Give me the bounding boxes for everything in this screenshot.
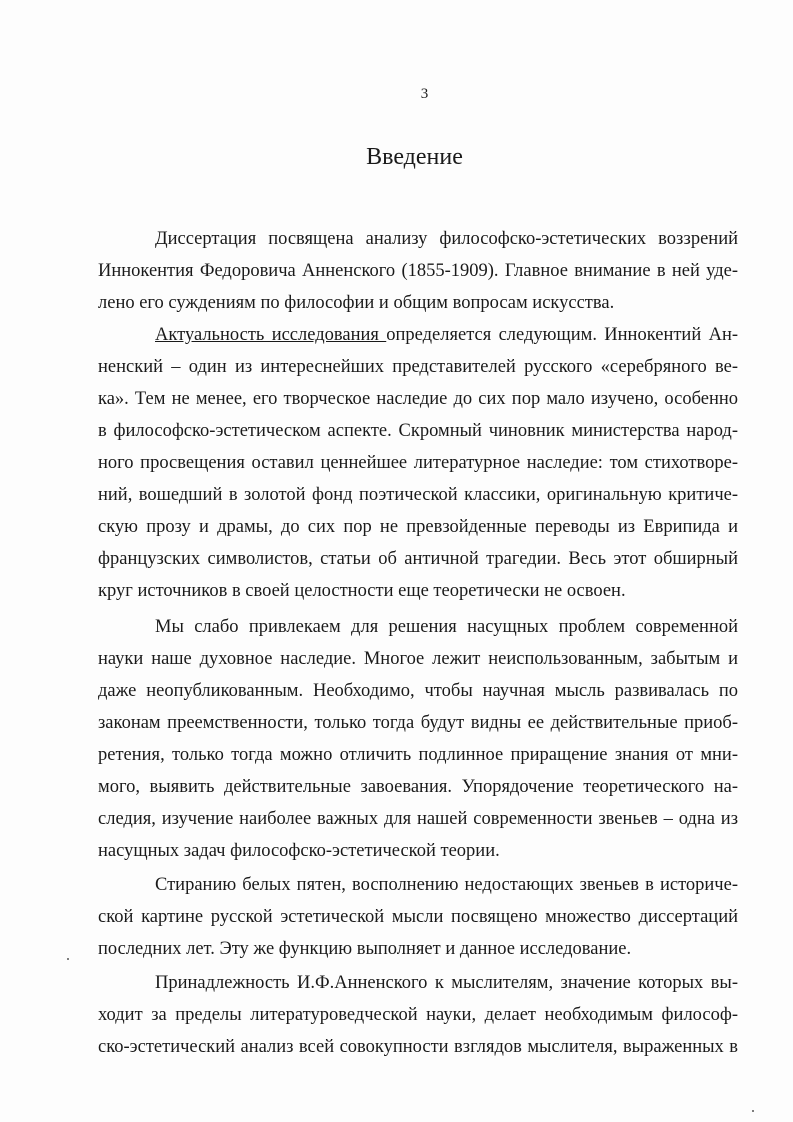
- page-number: 3: [420, 86, 429, 102]
- paragraph-3-line-3: даже неопубликованным. Необходимо, чтобы научная мысль развивалась по: [98, 681, 738, 701]
- paragraph-1-line-2: Иннокентия Федоровича Анненского (1855-1909). Главное внимание в ней уде-: [98, 261, 738, 281]
- paragraph-4-line-2: ской картине русской эстетической мысли посвящено множество диссертаций: [98, 907, 738, 927]
- paragraph-3-line-8: насущных задач философско-эстетической теории.: [98, 841, 500, 861]
- paragraph-2-line-7: скую прозу и драмы, до сих пор не превзойденные переводы из Еврипида и: [98, 517, 738, 537]
- paragraph-3-line-1: Мы слабо привлекаем для решения насущных проблем современной: [155, 617, 738, 637]
- relevance-lead-text: определяется следующим. Иннокентий Ан-: [386, 325, 739, 345]
- paragraph-2-line-4: в философско-эстетическом аспекте. Скромный чиновник министерства народ-: [98, 421, 738, 441]
- paragraph-4-line-3: последних лет. Эту же функцию выполняет и данное исследование.: [98, 939, 632, 959]
- paragraph-2-line-8: французских символистов, статьи об античной трагедии. Весь этот обширный: [98, 549, 738, 569]
- paragraph-1-line-3: лено его суждениям по философии и общим вопросам искусства.: [98, 293, 615, 313]
- paragraph-3-line-7: следия, изучение наиболее важных для нашей современности звеньев – одна из: [98, 809, 738, 829]
- paragraph-2-line-9: круг источников в своей целостности еще теоретически не освоен.: [98, 581, 626, 601]
- paragraph-5-line-1: Принадлежность И.Ф.Анненского к мыслителям, значение которых вы-: [155, 973, 738, 993]
- paragraph-5-line-2: ходит за пределы литературоведческой науки, делает необходимым философ-: [98, 1005, 738, 1025]
- paragraph-3-line-6: мого, выявить действительные завоевания. Упорядочение теоретического на-: [98, 777, 738, 797]
- paragraph-2-line-6: ний, вошедший в золотой фонд поэтической классики, оригинальную критиче-: [98, 485, 738, 505]
- paragraph-2-line-1: [155, 322, 738, 348]
- scan-speck: [67, 958, 69, 960]
- paragraph-2-line-5: ного просвещения оставил ценнейшее литературное наследие: том стихотворе-: [98, 453, 738, 473]
- paragraph-2-line-3: ка». Тем не менее, его творческое наследие до сих пор мало изучено, особенно: [98, 389, 738, 409]
- relevance-heading: Актуальность исследования: [155, 325, 387, 345]
- paragraph-4-line-1: Стиранию белых пятен, восполнению недостающих звеньев в историче-: [155, 875, 738, 895]
- scan-speck: [752, 1110, 754, 1112]
- paragraph-3-line-5: ретения, только тогда можно отличить подлинное приращение знания от мни-: [98, 745, 738, 765]
- paragraph-3-line-2: науки наше духовное наследие. Многое лежит неиспользованным, забытым и: [98, 649, 738, 669]
- page-title: Введение: [366, 144, 463, 170]
- paragraph-2-line-2: ненский – один из интереснейших представителей русского «серебряного ве-: [98, 357, 738, 377]
- paragraph-3-line-4: законам преемственности, только тогда будут видны ее действительные приоб-: [98, 713, 738, 733]
- paragraph-1-line-1: Диссертация посвящена анализу философско-эстетических воззрений: [155, 229, 738, 249]
- paragraph-5-line-3: ско-эстетический анализ всей совокупности взглядов мыслителя, выраженных в: [98, 1037, 738, 1057]
